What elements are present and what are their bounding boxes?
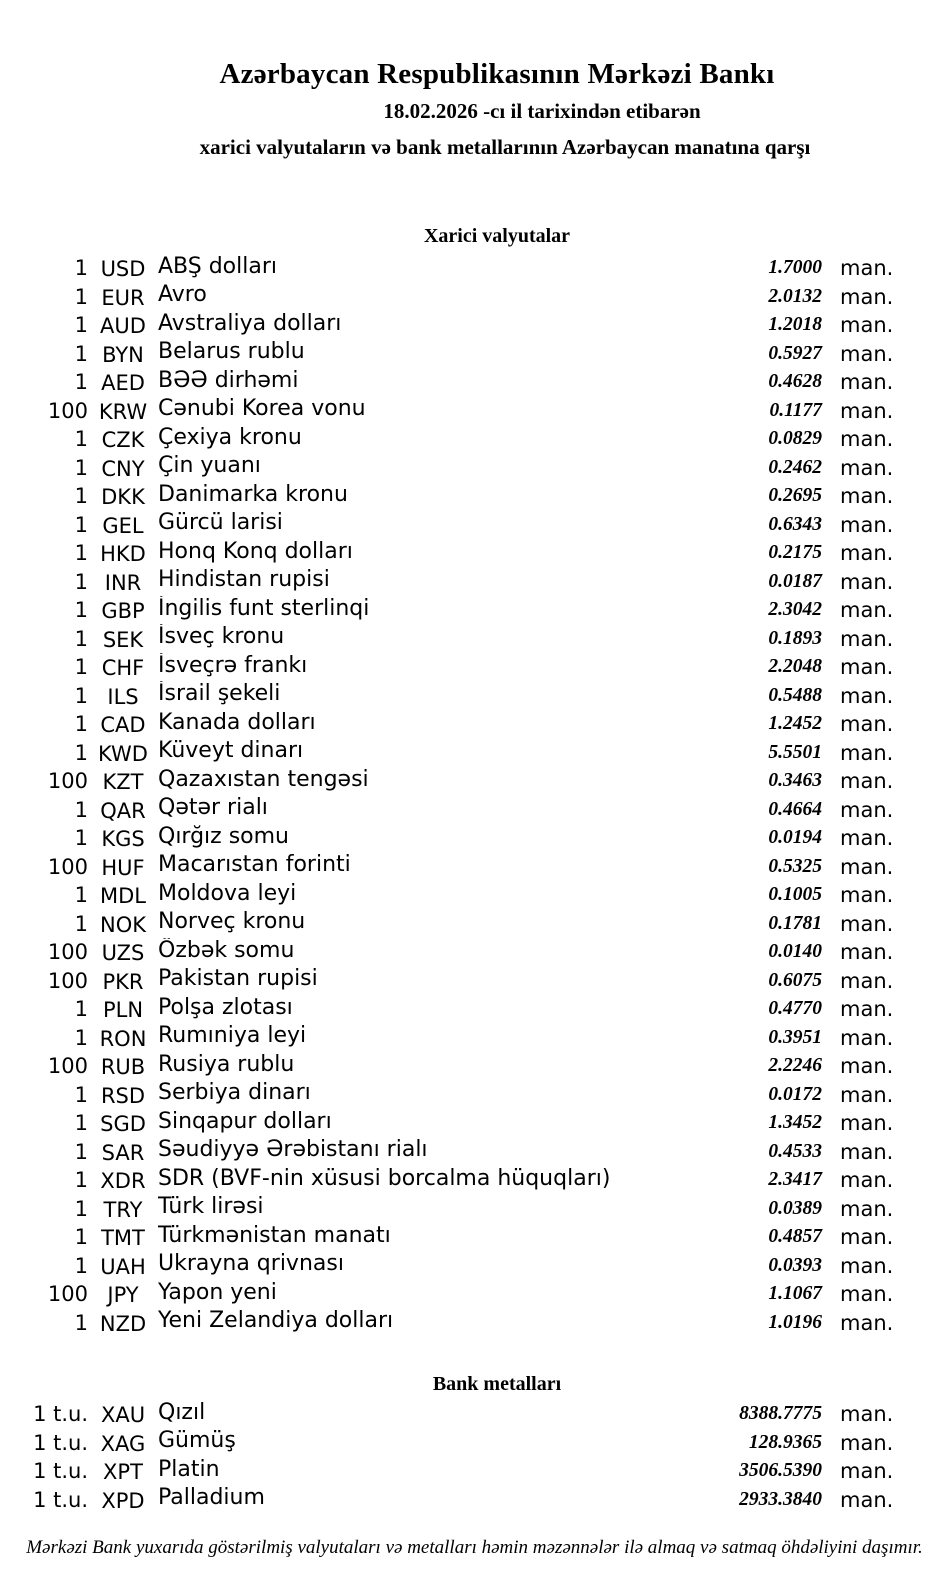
currency-name: İsveçrə frankı [158,652,308,678]
currency-quantity: 1 [74,655,88,680]
currency-row [0,910,949,939]
currency-code: QAR [100,798,146,823]
currency-rate: 0.2462 [768,456,822,478]
currency-name: Polşa zlotası [158,994,293,1020]
page-title: Azərbaycan Respublikasının Mərkəzi Bankı [219,58,775,90]
currency-rate: 0.1893 [768,627,822,649]
currency-code: USD [100,257,146,282]
currency-quantity: 1 [74,370,88,395]
currency-code: TRY [103,1197,143,1222]
unit-label: man. [840,712,894,737]
currency-quantity: 1 [74,1168,88,1193]
currency-rate: 0.2695 [768,485,822,507]
currency-rate: 0.1177 [769,399,822,421]
currency-code: RUB [100,1055,146,1080]
currency-name: Rumıniya leyi [158,1023,307,1049]
currency-quantity: 1 [74,455,88,480]
currency-rate: 0.4770 [768,998,822,1020]
unit-label: man. [840,1225,894,1250]
currency-rate: 1.0196 [768,1311,822,1333]
currency-row [0,454,949,483]
bulletin-header [0,0,949,165]
currency-rate: 2.3417 [768,1169,822,1191]
currency-name: ABŞ dolları [158,253,278,279]
currency-name: Küveyt dinarı [158,738,304,764]
unit-label: man. [840,1402,894,1427]
currency-section-heading: Xarici valyutalar [423,225,571,247]
currency-row [0,824,949,853]
currency-row [0,1109,949,1138]
currency-quantity: 100 [47,968,88,993]
currency-name: Yeni Zelandiya dolları [158,1308,394,1334]
currency-quantity: 1 [74,683,88,708]
currency-code: CHF [101,656,145,681]
currency-code: AUD [100,314,146,339]
unit-label: man. [840,883,894,908]
currency-quantity: 1 [74,911,88,936]
unit-label: man. [840,968,894,993]
currency-code: INR [104,570,142,595]
currency-row [0,1252,949,1281]
unit-label: man. [840,370,894,395]
metals-section-heading: Bank metalları [432,1373,562,1395]
unit-label: man. [840,313,894,338]
metal-quantity: 1 t.u. [33,1487,88,1512]
currency-row [0,511,949,540]
currency-code: MDL [100,884,146,909]
currency-quantity: 1 [74,1253,88,1278]
currency-name: Çin yuanı [158,453,261,479]
currency-row [0,425,949,454]
currency-row [0,1195,949,1224]
unit-label: man. [840,1168,894,1193]
bulletin-footer [0,1536,949,1560]
unit-label: man. [840,826,894,851]
currency-quantity: 1 [74,1082,88,1107]
metal-quantity: 1 t.u. [33,1402,88,1427]
currency-code: BYN [102,342,144,367]
currency-quantity: 1 [74,826,88,851]
currency-quantity: 1 [74,427,88,452]
currency-row [0,311,949,340]
currency-row [0,1280,949,1309]
unit-label: man. [840,541,894,566]
currency-quantity: 1 [74,883,88,908]
currency-name: Sinqapur dolları [158,1108,332,1134]
currency-code: CZK [101,428,145,453]
metal-row [0,1429,949,1458]
currency-name: Moldova leyi [158,880,297,906]
currency-code: SEK [102,627,144,652]
currency-rate: 0.5927 [768,342,822,364]
metal-quantity: 1 t.u. [33,1459,88,1484]
currency-name: Rusiya rublu [158,1051,295,1077]
currency-quantity: 100 [47,398,88,423]
currency-name: Honq Konq dolları [158,538,353,564]
metal-code: XAG [100,1431,146,1456]
metal-rate: 2933.3840 [739,1488,822,1510]
unit-label: man. [840,398,894,423]
currency-rate: 0.6343 [768,513,822,535]
metal-row [0,1400,949,1429]
currency-name: Cənubi Korea vonu [158,396,366,422]
metals-table [0,1400,949,1514]
currency-row [0,796,949,825]
metal-row [0,1486,949,1515]
currency-rate: 0.0389 [768,1197,822,1219]
currency-code: NOK [99,912,146,937]
currency-quantity: 1 [74,598,88,623]
currency-row [0,938,949,967]
currency-row [0,881,949,910]
currency-rate: 1.2452 [768,713,822,735]
currency-rate: 0.2175 [768,542,822,564]
currency-row [0,397,949,426]
currency-rate: 0.4664 [768,798,822,820]
unit-label: man. [840,1253,894,1278]
currency-quantity: 1 [74,740,88,765]
currency-code: JPY [107,1283,139,1308]
currency-row [0,254,949,283]
unit-label: man. [840,1487,894,1512]
currency-code: CNY [101,456,145,481]
currency-rate: 1.7000 [768,257,822,279]
currency-code: KWD [98,741,148,766]
effective-date: 18.02.2026 -cı il tarixindən etibarən [383,99,701,123]
currency-row [0,283,949,312]
currency-quantity: 1 [74,512,88,537]
currency-code: XDR [100,1169,146,1194]
currency-rate: 0.4533 [768,1140,822,1162]
currency-quantity: 100 [47,940,88,965]
currency-name: SDR (BVF-nin xüsusi borcalma hüquqları) [158,1165,611,1191]
unit-label: man. [840,1111,894,1136]
currency-table [0,254,949,1337]
unit-label: man. [840,854,894,879]
unit-label: man. [840,797,894,822]
currency-name: Danimarka kronu [158,481,348,507]
unit-label: man. [840,683,894,708]
currency-row [0,368,949,397]
unit-label: man. [840,256,894,281]
currency-quantity: 1 [74,997,88,1022]
unit-label: man. [840,512,894,537]
currency-row [0,995,949,1024]
metal-rate: 128.9365 [748,1431,822,1453]
metal-rate: 8388.7775 [739,1403,822,1425]
currency-name: Qətər rialı [158,795,268,821]
currency-name: Ukrayna qrivnası [158,1251,344,1277]
currency-rate: 0.6075 [768,969,822,991]
currency-row [0,1081,949,1110]
currency-name: İsveç kronu [158,624,285,650]
currency-code: KGS [101,827,145,852]
unit-label: man. [840,626,894,651]
currency-code: SAR [101,1140,145,1165]
unit-label: man. [840,284,894,309]
currency-name: Serbiya dinarı [158,1080,311,1106]
metal-name: Gümüş [158,1428,236,1454]
currency-rate: 0.5488 [768,684,822,706]
currency-rate: 0.0140 [768,941,822,963]
unit-label: man. [840,1054,894,1079]
currency-rate: 0.5325 [768,855,822,877]
unit-label: man. [840,341,894,366]
currency-code: PKR [102,969,144,994]
currency-name: Belarus rublu [158,339,305,365]
unit-label: man. [840,484,894,509]
currency-rate: 1.2018 [768,314,822,336]
currency-row [0,1309,949,1338]
currency-code: KZT [102,770,144,795]
currency-quantity: 1 [74,1310,88,1335]
currency-row [0,653,949,682]
currency-code: GBP [101,599,145,624]
currency-name: Hindistan rupisi [158,567,330,593]
currency-rate: 2.0132 [768,285,822,307]
unit-label: man. [840,1282,894,1307]
unit-label: man. [840,598,894,623]
unit-label: man. [840,911,894,936]
currency-name: Macarıstan forinti [158,852,351,878]
unit-label: man. [840,1139,894,1164]
currency-code: SGD [100,1112,146,1137]
currency-rate: 2.2246 [768,1055,822,1077]
currency-row [0,967,949,996]
metal-name: Qızıl [158,1399,206,1425]
currency-quantity: 1 [74,569,88,594]
currency-row [0,682,949,711]
currency-row [0,1052,949,1081]
currency-quantity: 100 [47,854,88,879]
currency-rate: 0.3951 [768,1026,822,1048]
currency-quantity: 1 [74,284,88,309]
unit-label: man. [840,740,894,765]
currency-rate: 1.3452 [768,1112,822,1134]
unit-label: man. [840,940,894,965]
currency-code: PLN [102,998,144,1023]
currency-name: Qırğız somu [158,823,290,849]
unit-label: man. [840,1025,894,1050]
unit-label: man. [840,1082,894,1107]
currency-row [0,340,949,369]
currency-quantity: 100 [47,1054,88,1079]
metal-rate: 3506.5390 [739,1460,822,1482]
currency-code: EUR [101,285,145,310]
currency-quantity: 1 [74,256,88,281]
currency-name: Avstraliya dolları [158,310,342,336]
currency-code: HUF [101,855,145,880]
metal-row [0,1457,949,1486]
currency-quantity: 1 [74,712,88,737]
currency-rate: 0.0829 [768,428,822,450]
currency-quantity: 1 [74,313,88,338]
unit-label: man. [840,1430,894,1455]
metal-name: Palladium [158,1485,265,1511]
currency-rate: 0.0172 [768,1083,822,1105]
currency-row [0,1166,949,1195]
currency-name: Özbək somu [158,937,295,963]
currency-rate: 1.1067 [768,1283,822,1305]
currency-name: Türk lirəsi [158,1194,264,1220]
currency-code: RON [99,1026,147,1051]
currency-name: Yapon yeni [158,1279,277,1305]
metal-code: XPD [101,1488,145,1513]
unit-label: man. [840,1196,894,1221]
currency-name: Səudiyyə Ərəbistanı rialı [158,1137,428,1163]
currency-rate: 0.3463 [768,770,822,792]
currency-rate: 5.5501 [768,741,822,763]
currency-code: UAH [100,1254,146,1279]
currency-rate: 0.0187 [768,570,822,592]
metal-quantity: 1 t.u. [33,1430,88,1455]
currency-rate: 0.0194 [768,827,822,849]
currency-quantity: 100 [47,1282,88,1307]
unit-label: man. [840,1459,894,1484]
currency-rate: 2.3042 [768,599,822,621]
unit-label: man. [840,1310,894,1335]
currency-row [0,853,949,882]
metal-code: XPT [103,1460,143,1485]
currency-quantity: 1 [74,626,88,651]
currency-row [0,539,949,568]
currency-row [0,1138,949,1167]
currency-code: RSD [100,1083,146,1108]
currency-code: GEL [102,513,144,538]
unit-label: man. [840,655,894,680]
unit-label: man. [840,455,894,480]
currency-name: İngilis funt sterlinqi [158,595,370,621]
currency-rate: 0.1781 [768,912,822,934]
currency-name: İsrail şekeli [158,681,281,707]
currency-name: Avro [158,282,207,308]
currency-row [0,1024,949,1053]
currency-row [0,482,949,511]
currency-rate: 0.1005 [768,884,822,906]
currency-code: CAD [100,713,146,738]
page-subtitle: xarici valyutaların və bank metallarının Azərbaycan manatına qarşı [199,135,811,159]
currency-name: Gürcü larisi [158,510,283,536]
currency-name: Türkmənistan manatı [158,1222,391,1248]
metal-name: Platin [158,1456,220,1482]
currency-code: DKK [101,485,145,510]
currency-code: TMT [101,1226,145,1251]
currency-name: Qazaxıstan tengəsi [158,766,369,792]
currency-row [0,568,949,597]
currency-row [0,625,949,654]
currency-row [0,1223,949,1252]
currency-code: HKD [100,542,146,567]
currency-quantity: 100 [47,769,88,794]
currency-code: UZS [101,941,145,966]
currency-name: Pakistan rupisi [158,966,318,992]
currency-row [0,739,949,768]
unit-label: man. [840,427,894,452]
currency-rate: 0.4857 [768,1226,822,1248]
currency-code: KRW [98,399,148,424]
currency-quantity: 1 [74,484,88,509]
currency-code: ILS [107,684,139,709]
currency-name: Norveç kronu [158,909,306,935]
currency-quantity: 1 [74,1225,88,1250]
unit-label: man. [840,769,894,794]
currency-quantity: 1 [74,341,88,366]
currency-row [0,710,949,739]
currency-rate: 0.0393 [768,1254,822,1276]
currency-quantity: 1 [74,541,88,566]
metal-code: XAU [100,1403,146,1428]
currency-code: NZD [99,1311,147,1336]
currency-quantity: 1 [74,1025,88,1050]
unit-label: man. [840,569,894,594]
currency-quantity: 1 [74,1139,88,1164]
currency-code: AED [101,371,145,396]
currency-rate: 0.4628 [768,371,822,393]
currency-quantity: 1 [74,1111,88,1136]
currency-row [0,767,949,796]
currency-name: Çexiya kronu [158,424,302,450]
currency-rate: 2.2048 [768,656,822,678]
currency-name: Kanada dolları [158,709,316,735]
currency-row [0,596,949,625]
currency-quantity: 1 [74,1196,88,1221]
disclaimer-note: Mərkəzi Bank yuxarıda göstərilmiş valyutaları və metalları həmin məzənnələr ilə almaq və satmaq öhdəliyini daşımır. [26,1537,923,1558]
currency-quantity: 1 [74,797,88,822]
unit-label: man. [840,997,894,1022]
currency-name: BƏƏ dirhəmi [158,367,299,393]
